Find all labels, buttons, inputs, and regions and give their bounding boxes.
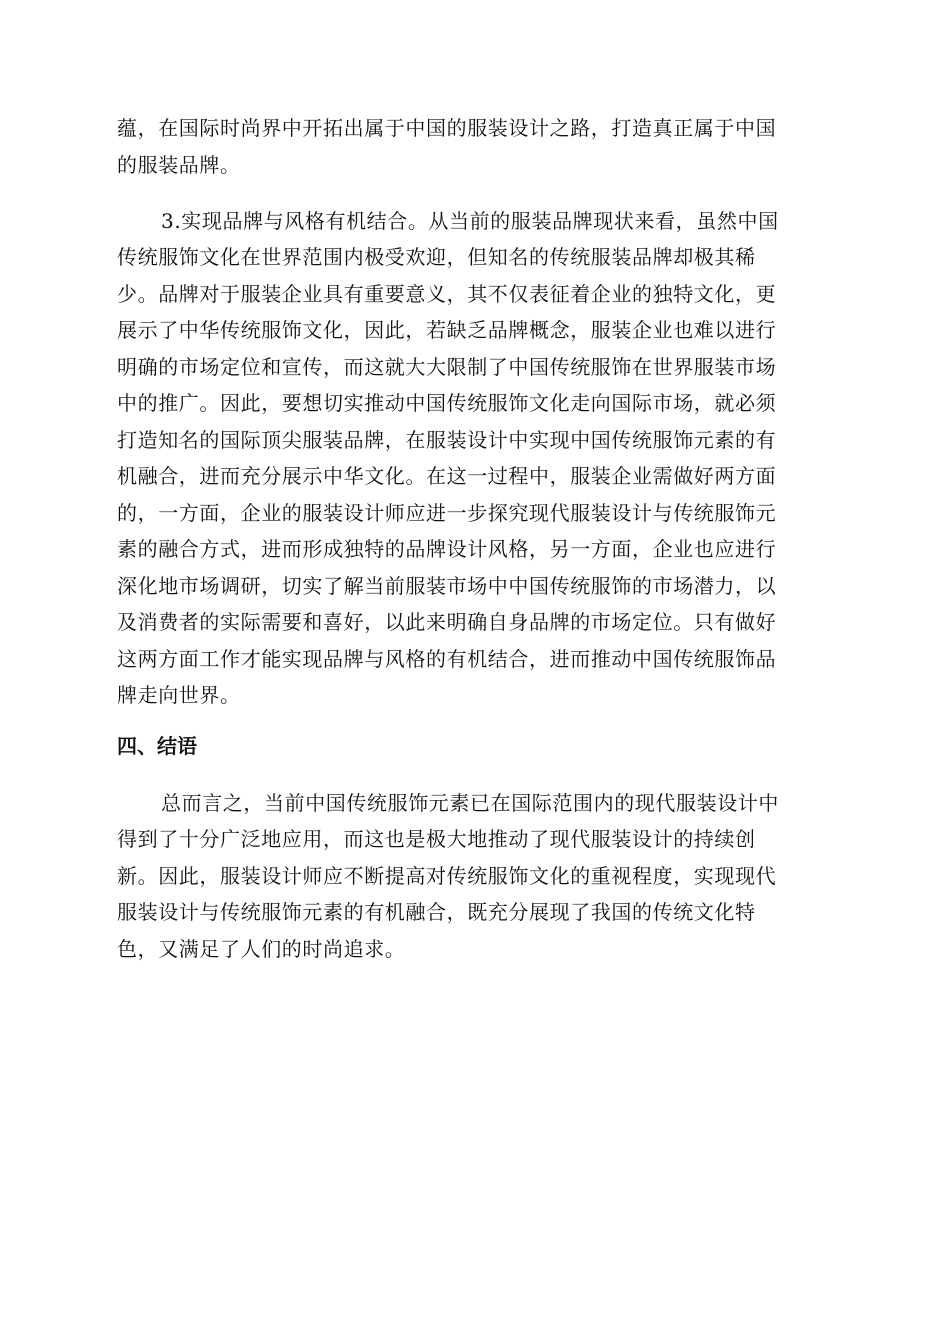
paragraph-line: 蕴，在国际时尚界中开拓出属于中国的服装设计之路，打造真正属于中国 bbox=[117, 116, 777, 140]
paragraph-line: 展示了中华传统服饰文化，因此，若缺乏品牌概念，服装企业也难以进行 bbox=[117, 318, 777, 342]
paragraph-line: 少。品牌对于服装企业具有重要意义，其不仅表征着企业的独特文化，更 bbox=[117, 282, 777, 306]
paragraph-line: 牌走向世界。 bbox=[117, 683, 241, 707]
paragraph-line: 及消费者的实际需要和喜好，以此来明确自身品牌的市场定位。只有做好 bbox=[117, 610, 777, 634]
paragraph-line: 明确的市场定位和宣传，而这就大大限制了中国传统服饰在世界服装市场 bbox=[117, 355, 777, 379]
paragraph-line: 机融合，进而充分展示中华文化。在这一过程中，服装企业需做好两方面 bbox=[117, 464, 777, 488]
paragraph-line: 的，一方面，企业的服装设计师应进一步探究现代服装设计与传统服饰元 bbox=[117, 501, 777, 525]
paragraph-line: 这两方面工作才能实现品牌与风格的有机结合，进而推动中国传统服饰品 bbox=[117, 647, 777, 671]
paragraph-line: 打造知名的国际顶尖服装品牌，在服装设计中实现中国传统服饰元素的有 bbox=[117, 428, 777, 452]
paragraph-line: 得到了十分广泛地应用，而这也是极大地推动了现代服装设计的持续创 bbox=[117, 827, 756, 851]
paragraph-line: 深化地市场调研，切实了解当前服装市场中中国传统服饰的市场潜力，以 bbox=[117, 574, 777, 598]
paragraph-line: 传统服饰文化在世界范围内极受欢迎，但知名的传统服装品牌却极其稀 bbox=[117, 245, 756, 269]
paragraph-line: 色，又满足了人们的时尚追求。 bbox=[117, 937, 406, 961]
paragraph-line: 中的推广。因此，要想切实推动中国传统服饰文化走向国际市场，就必须 bbox=[117, 391, 777, 415]
paragraph-line: 服装设计与传统服饰元素的有机融合，既充分展现了我国的传统文化特 bbox=[117, 900, 756, 924]
section-heading: 四、结语 bbox=[117, 734, 197, 758]
paragraph-line: 总而言之，当前中国传统服饰元素已在国际范围内的现代服装设计中 bbox=[161, 791, 779, 815]
paragraph-line: 的服装品牌。 bbox=[117, 153, 241, 177]
paragraph-line: 3.实现品牌与风格有机结合。从当前的服装品牌现状来看，虽然中国 bbox=[161, 209, 779, 233]
paragraph-line: 素的融合方式，进而形成独特的品牌设计风格，另一方面，企业也应进行 bbox=[117, 537, 777, 561]
paragraph-line: 新。因此，服装设计师应不断提高对传统服饰文化的重视程度，实现现代 bbox=[117, 864, 777, 888]
